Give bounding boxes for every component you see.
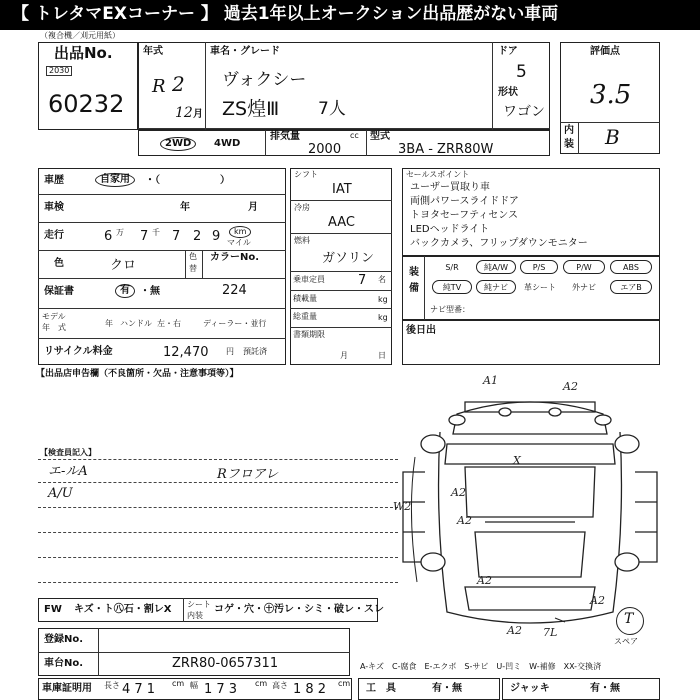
cooling-label: 冷房 <box>294 203 310 212</box>
seat-label-1: シート <box>187 600 211 609</box>
gross-unit: kg <box>378 313 388 322</box>
mark-a2-right: A2 <box>590 594 605 607</box>
fuel-value: ガソリン <box>322 251 375 266</box>
mileage-d4: 2 <box>193 229 202 244</box>
after-day-label: 後日出 <box>406 325 436 336</box>
model-label: 型式 <box>370 131 390 142</box>
inspection-month: 月 <box>248 202 258 213</box>
mark-a1: A1 <box>483 374 498 387</box>
sub-banner: （複合機／刈元用紙） <box>40 31 120 40</box>
car-seats: 7人 <box>318 99 346 119</box>
equip-airbag: エアB <box>610 280 652 294</box>
inspector-note-3: Rフロアレ <box>217 467 279 482</box>
displacement-value: 2000 <box>308 142 342 157</box>
mark-w2: W2 <box>393 500 412 513</box>
cert-w-unit: cm <box>255 679 268 688</box>
mileage-d2: 7 <box>140 229 149 244</box>
shape-label: 形状 <box>498 87 518 98</box>
lot-label: 出品No. <box>54 44 113 62</box>
cert-h-value: 1 8 2 <box>293 682 327 697</box>
capacity-label: 乗車定員 <box>293 275 325 284</box>
shift-value: IAT <box>332 182 352 197</box>
year-era: R <box>152 76 166 97</box>
interior-label-2: 装 <box>564 139 574 150</box>
lot-small: 2030 <box>46 66 72 76</box>
mileage-unit-km: km <box>229 226 251 238</box>
fw-label: FW <box>44 604 62 615</box>
seat-label-2: 内装 <box>187 611 203 620</box>
inspection-year: 年 <box>180 202 190 213</box>
equipment-label-1: 装 <box>409 267 419 278</box>
recycle-label: リサイクル料金 <box>44 346 113 357</box>
mark-a2-top: A2 <box>563 380 578 393</box>
displacement-unit: cc <box>350 131 359 140</box>
equip-ext-navi: 外ナビ <box>572 283 596 292</box>
doc-expiry-label: 書類期限 <box>293 330 325 339</box>
sales-point-5: バックカメラ、フリップダウンモニター <box>410 238 588 249</box>
seat-items: コゲ・穴・㊉汚レ・シミ・破レ・スレ <box>214 604 384 615</box>
inspector-note-1: エ-ルA <box>48 464 88 479</box>
recycle-unit: 円 <box>226 347 234 356</box>
color-no-label: カラーNo. <box>210 252 260 263</box>
registration-label: 登録No. <box>44 634 84 645</box>
mileage-label: 走行 <box>44 230 64 241</box>
interior-value: B <box>605 125 620 149</box>
tools-value: 有・無 <box>432 683 462 694</box>
exhibitor-notes-label: 【出品店申告欄（不良箇所・欠品・注意事項等）】 <box>36 369 239 379</box>
damage-legend: A-キズ C-腐食 E-エクボ S-サビ U-凹ミ W-補修 XX-交換済 <box>360 662 602 671</box>
warranty-no: ・無 <box>140 286 160 297</box>
color-change-2: 替 <box>189 264 197 273</box>
banner-text: 【 トレタマEXコーナー 】 過去1年以上オークション出品歴がない車両 <box>12 4 559 24</box>
history-label: 車歴 <box>44 175 64 186</box>
after-day-box <box>402 320 660 365</box>
inspector-note-2: A/U <box>48 486 73 501</box>
equip-leather: 革シート <box>524 283 556 292</box>
equipment-label-2: 備 <box>409 283 419 294</box>
cert-len-value: 4 7 1 <box>122 682 156 697</box>
sales-point-2: 両側パワースライドドア <box>410 196 519 207</box>
equip-navi: 純ナビ <box>476 280 516 294</box>
cert-len-label: 長さ <box>104 681 120 690</box>
certificate-label: 車庫証明用 <box>42 683 92 694</box>
color-change-1: 色 <box>189 252 197 261</box>
car-grade: ZS煌Ⅲ <box>222 98 280 120</box>
year-month: 12 <box>175 105 193 121</box>
jack-value: 有・無 <box>590 683 620 694</box>
cert-len-unit: cm <box>172 679 185 688</box>
cert-h-label: 高さ <box>272 681 288 690</box>
capacity-unit: 名 <box>378 275 386 284</box>
warranty-yes: 有 <box>115 284 135 298</box>
mileage-unit-mile: マイル <box>227 238 251 247</box>
inspection-label: 車検 <box>44 202 64 213</box>
equip-sr: S/R <box>445 263 459 272</box>
mark-a2-bottom: A2 <box>507 624 522 637</box>
mileage-d1: 6 <box>104 229 113 244</box>
score-value: 3.5 <box>590 80 632 110</box>
tools-label: 工 具 <box>366 683 396 694</box>
mileage-u2: 千 <box>152 228 160 237</box>
sales-points-label: セールスポイント <box>406 170 470 179</box>
mark-a2-mid: A2 <box>457 514 472 527</box>
mark-a2-rear: A2 <box>477 574 492 587</box>
history-value: 自家用 <box>95 173 135 187</box>
inspector-label: 【検査員記入】 <box>40 448 96 457</box>
model-year-dealer: ディーラー・並行 <box>203 319 267 328</box>
car-damage-diagram <box>395 372 665 647</box>
doors-value: 5 <box>516 62 527 82</box>
jack-label: ジャッキ <box>510 683 550 694</box>
model-year-l1: モデル <box>42 312 66 321</box>
doc-expiry-day: 日 <box>378 351 386 360</box>
fuel-label: 燃料 <box>294 236 310 245</box>
recycle-note: 預託済 <box>243 347 267 356</box>
model-year-year: 年 <box>105 319 113 328</box>
color-value: クロ <box>110 258 137 273</box>
equip-ps: P/S <box>520 260 558 274</box>
equip-abs: ABS <box>610 260 652 274</box>
mileage-u1: 万 <box>116 228 124 237</box>
drive-2wd: 2WD <box>160 137 196 151</box>
gross-label: 総重量 <box>293 312 317 321</box>
interior-label-1: 内 <box>564 125 574 136</box>
warranty-label: 保証書 <box>44 286 74 297</box>
lot-number: 60232 <box>48 90 125 118</box>
sales-point-1: ユーザー買取り車 <box>410 182 490 193</box>
sales-point-4: LEDヘッドライト <box>410 224 490 235</box>
recycle-value: 12,470 <box>163 345 209 360</box>
fw-items: キズ・ト㊇石・割レX <box>74 604 172 615</box>
cert-h-unit: cm <box>338 679 351 688</box>
equip-pw: P/W <box>563 260 605 274</box>
model-year-l2: 年 式 <box>42 323 66 332</box>
doc-expiry-month: 月 <box>340 351 348 360</box>
mark-a2-left: A2 <box>451 486 466 499</box>
displacement-label: 排気量 <box>270 131 300 142</box>
equip-alloy: 純A/W <box>476 260 516 274</box>
spare-label: スペア <box>614 637 638 646</box>
mileage-d5: 9 <box>212 229 221 244</box>
load-unit: kg <box>378 295 388 304</box>
model-year-handle: ハンドル <box>120 319 152 328</box>
left-info-box <box>38 168 286 365</box>
color-no-value: 224 <box>222 283 247 298</box>
cooling-value: AAC <box>328 215 355 230</box>
load-label: 積載量 <box>293 294 317 303</box>
chassis-label: 車台No. <box>44 658 84 669</box>
doors-label: ドア <box>498 46 518 57</box>
sales-point-3: トヨタセーフティセンス <box>410 210 518 221</box>
score-label: 評価点 <box>590 46 620 57</box>
equip-navi-model: ナビ型番： <box>430 305 470 314</box>
shift-label: シフト <box>294 170 318 179</box>
color-label: 色 <box>54 258 64 269</box>
year-value: 2 <box>172 72 185 96</box>
year-month-unit: 月 <box>193 109 203 120</box>
drive-4wd: 4WD <box>214 138 241 149</box>
model-value: 3BA - ZRR80W <box>398 142 494 157</box>
mileage-d3: 7 <box>172 229 181 244</box>
history-suffix: ・（ ） <box>145 175 230 186</box>
spare-mark: T <box>624 611 634 627</box>
mark-7l: 7L <box>543 626 558 639</box>
model-year-lr: 左・右 <box>157 319 181 328</box>
cert-w-value: 1 7 3 <box>204 682 238 697</box>
capacity-value: 7 <box>358 273 367 288</box>
cert-w-label: 幅 <box>190 681 198 690</box>
year-label: 年式 <box>143 46 163 57</box>
chassis-value: ZRR80-0657311 <box>172 656 279 671</box>
equip-tv: 純TV <box>432 280 472 294</box>
car-name: ヴォクシー <box>222 70 307 90</box>
shape-value: ワゴン <box>503 104 545 120</box>
mark-x: X <box>513 454 521 467</box>
car-label: 車名・グレード <box>210 46 280 57</box>
